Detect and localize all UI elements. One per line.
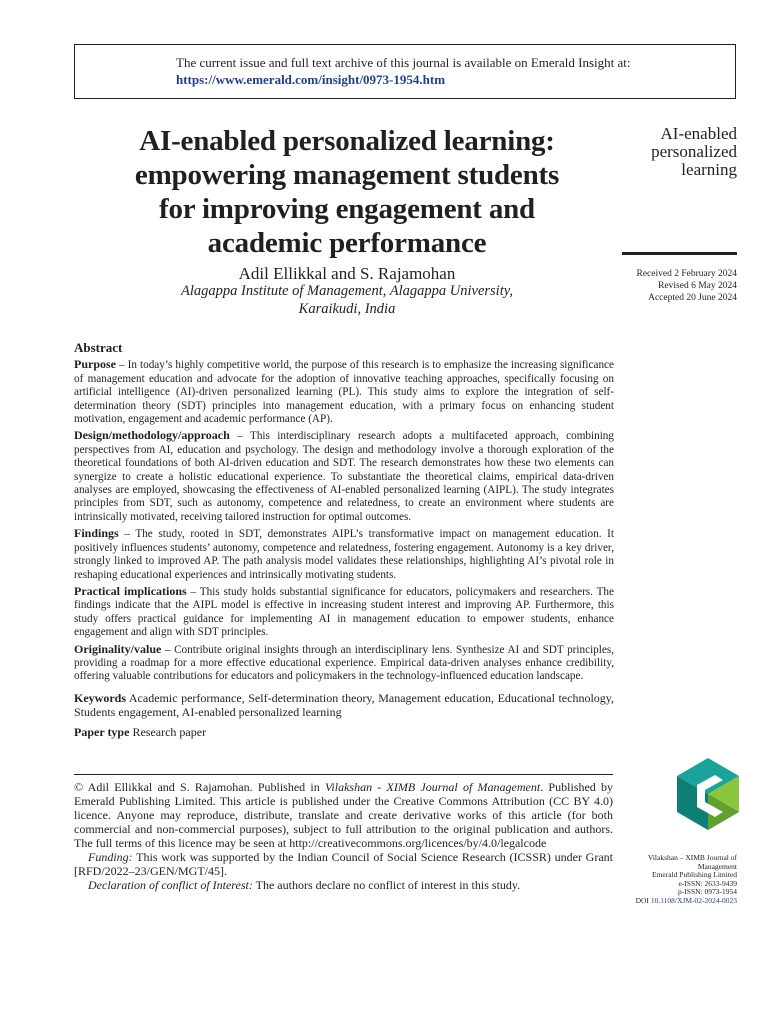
abstract-section-text: – This study holds substantial significance for educators, policymakers and researchers. The findings indicate that the AIPL model is effective in increasing student interest and improving AP. Furthermore, this study offers practical guidance for implementing AI in management education to empower students, enhance engagement and align with SDT principles. [74, 585, 614, 639]
footnotes [74, 780, 613, 892]
abstract [74, 341, 614, 739]
author-affiliation [74, 282, 620, 318]
funding-text: This work was supported by the Indian Council of Social Science Research (ICSSR) under Grant [RFD/2022–23/GEN/MGT/45]. [74, 850, 613, 878]
abstract-section-label: Purpose [74, 357, 116, 372]
paper-type-text: Research paper [129, 724, 207, 739]
revised-date: Revised 6 May 2024 [658, 281, 737, 291]
running-head-rule [622, 252, 737, 255]
journal-info-line: Emerald Publishing Limited [652, 870, 737, 880]
paper-type-label: Paper type [74, 724, 130, 739]
emerald-cube-logo-icon [677, 758, 739, 830]
title-line: AI-enabled personalized learning: [139, 125, 555, 157]
doi-line [620, 897, 737, 906]
author-names: Adil Ellikkal and S. Rajamohan [238, 264, 456, 283]
keywords-text: Academic performance, Self-determination theory, Management education, Educational technology, Students engagement, AI-enabled personalized learning [74, 690, 614, 719]
journal-info [620, 854, 737, 906]
abstract-purpose [74, 358, 614, 426]
access-notice [176, 54, 631, 88]
funding-label: Funding: [88, 850, 133, 864]
doi-label: DOI [635, 895, 651, 905]
abstract-section-label: Design/methodology/approach [74, 428, 230, 443]
abstract-section-label: Findings [74, 526, 119, 541]
title-line: for improving engagement and [159, 193, 535, 225]
abstract-design [74, 429, 614, 524]
article-title [74, 124, 620, 260]
abstract-practical-implications [74, 585, 614, 640]
abstract-heading: Abstract [74, 340, 123, 355]
running-head-line: personalized [651, 142, 737, 161]
journal-info-line: Vilakshan – XIMB Journal of [647, 853, 737, 862]
copyright-text: © Adil Ellikkal and S. Rajamohan. Published in [74, 780, 325, 794]
declaration-label: Declaration of conflict of Interest: [88, 878, 253, 892]
abstract-originality [74, 643, 614, 684]
running-head-line: AI-enabled [660, 124, 737, 143]
article-dates [600, 268, 737, 304]
abstract-findings [74, 527, 614, 582]
declaration-note [74, 878, 613, 892]
abstract-section-label: Practical implications [74, 583, 187, 598]
accepted-date: Accepted 20 June 2024 [648, 293, 737, 303]
running-head [620, 125, 737, 179]
funding-note [74, 850, 613, 878]
journal-archive-link[interactable]: https://www.emerald.com/insight/0973-1954.htm [176, 72, 446, 87]
journal-info-line: Management [697, 861, 737, 871]
copyright-text: . Published by Emerald Publishing Limited. This article is published under the Creative Commons Attribution (CC BY 4.0) licence. Anyone may reproduce, distribute, translate and create derivative works of this article (for both commercial and non-commercial purposes), subject to full attribution to the original publication and authors. The full terms of this licence may be seen at http://creativecommons.org/licences/by/4.0/legalcode [74, 780, 614, 850]
paper-type [74, 726, 614, 739]
abstract-section-label: Originality/value [74, 641, 162, 656]
received-date: Received 2 February 2024 [636, 269, 737, 279]
declaration-text: The authors declare no conflict of interest in this study. [252, 878, 521, 892]
title-line: empowering management students [134, 159, 560, 191]
affiliation-line: Karaikudi, India [298, 301, 396, 317]
abstract-section-text: – This interdisciplinary research adopts a multifaceted approach, combining perspectives from AI, education and psychology. The design and methodology involve a thorough exploration of the theoretical foundations of both AI-driven education and SDT. The research demonstrates how these two elements can synergize to create a holistic educational experience. To substantiate the theoretical claims, empirical data-driven analyses are employed, showcasing the effectiveness of AI-enabled personalized learning (AIPL). The study integrates principles from SDT, such as autonomy, competence and relatedness, to create an environment where students are intrinsically motivated, receiving tailored instruction for optimal outcomes. [74, 430, 614, 523]
abstract-section-text: – In today’s highly competitive world, the purpose of this research is to emphasize the increasing significance of management education and advocate for the adoption of innovative teaching approaches, specifically focusing on artificial intelligence (AI)-driven personalized learning (PL). This study aims to explore the integration of self-determination theory (SDT) principles into management education, with a primary focus on enhancing student motivation, engagement and academic performance (AP). [74, 359, 614, 426]
journal-name: Vilakshan - XIMB Journal of Management [324, 780, 541, 794]
affiliation-line: Alagappa Institute of Management, Alagappa University, [181, 283, 513, 299]
footer-rule [74, 774, 613, 775]
abstract-section-text: – The study, rooted in SDT, demonstrates AIPL’s transformative impact on management education. It positively influences students’ autonomy, competence and relatedness, fostering engagement. Autonomy is a key driver, strongly linked to improved AP. The path analysis model validates these relationships, highlighting AI’s pivotal role in reshaping educational experiences and intrinsically motivating students. [74, 528, 614, 581]
keywords-label: Keywords [74, 690, 126, 705]
journal-info-line: p-ISSN: 0973-1954 [678, 887, 737, 897]
title-line: academic performance [207, 227, 487, 259]
journal-info-line: e-ISSN: 2633-9439 [678, 878, 737, 888]
doi-link[interactable]: 10.1108/XJM-02-2024-0023 [650, 895, 737, 905]
abstract-section-text: – Contribute original insights through an interdisciplinary lens. Synthesize AI and SDT principles, providing a roadmap for a more effective educational experience. Empirical data-driven analyses enhance credibility, offering valuable contributions for educators and policymakers in the technology-influenced education landscape. [74, 643, 614, 683]
copyright-notice [74, 780, 613, 850]
running-head-line: learning [681, 160, 737, 179]
access-notice-text: The current issue and full text archive of this journal is available on Emerald Insight at: [176, 55, 631, 70]
keywords [74, 691, 614, 719]
